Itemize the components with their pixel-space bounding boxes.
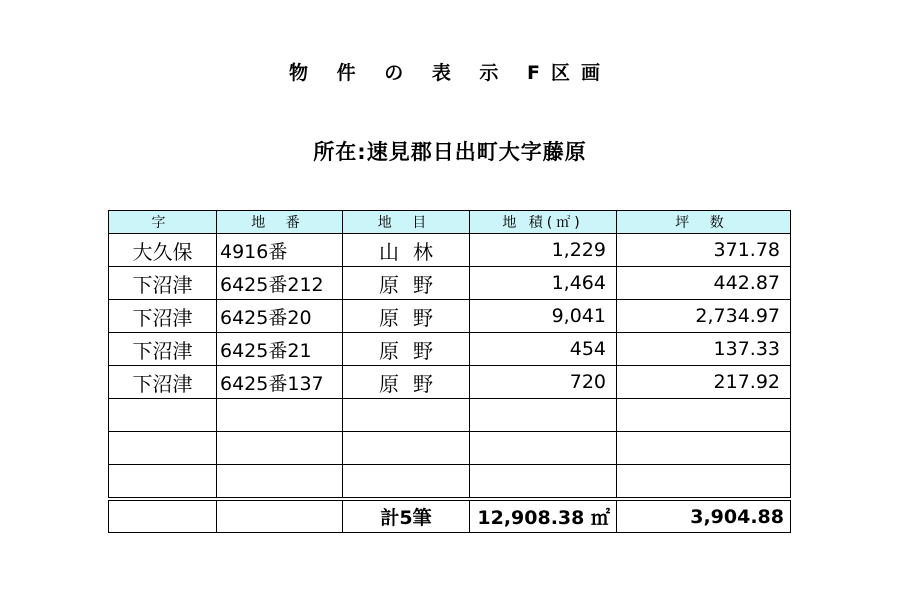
table-header-row xyxy=(109,211,791,234)
cell-chimoku: 原野 xyxy=(343,267,470,300)
cell-aza: 下沼津 xyxy=(109,333,217,366)
empty-cell xyxy=(617,432,791,465)
cell-chiban: 6425番20 xyxy=(217,300,343,333)
cell-aza: 下沼津 xyxy=(109,267,217,300)
cell-chiban: 6425番21 xyxy=(217,333,343,366)
empty-cell xyxy=(109,399,217,432)
cell-chiban: 6425番212 xyxy=(217,267,343,300)
empty-cell xyxy=(217,432,343,465)
cell-chiban: 4916番 xyxy=(217,234,343,267)
empty-cell xyxy=(343,399,470,432)
empty-cell xyxy=(217,499,343,533)
header-tsubo: 坪 数 xyxy=(617,211,791,234)
empty-cell xyxy=(470,432,617,465)
cell-tsubo: 371.78 xyxy=(617,234,791,267)
cell-chimoku: 原野 xyxy=(343,333,470,366)
empty-cell xyxy=(217,465,343,500)
empty-cell xyxy=(109,499,217,533)
header-aza: 字 xyxy=(109,211,217,234)
total-tsubo: 3,904.88 xyxy=(617,499,791,533)
cell-area: 1,464 xyxy=(470,267,617,300)
location-line: 所在:速見郡日出町大字藤原 xyxy=(313,140,587,164)
cell-area: 9,041 xyxy=(470,300,617,333)
cell-aza: 下沼津 xyxy=(109,366,217,399)
header-area: 地 積(㎡) xyxy=(470,211,617,234)
empty-row xyxy=(109,432,791,465)
cell-chimoku: 山林 xyxy=(343,234,470,267)
empty-cell xyxy=(343,432,470,465)
empty-cell xyxy=(617,399,791,432)
table-row xyxy=(109,267,791,300)
cell-tsubo: 137.33 xyxy=(617,333,791,366)
table-row xyxy=(109,234,791,267)
cell-tsubo: 442.87 xyxy=(617,267,791,300)
cell-chiban: 6425番137 xyxy=(217,366,343,399)
total-row xyxy=(109,499,791,533)
empty-cell xyxy=(343,465,470,500)
document-title: 物 件 の 表 示 F区画 xyxy=(288,62,612,84)
cell-area: 454 xyxy=(470,333,617,366)
empty-cell xyxy=(109,465,217,500)
empty-cell xyxy=(217,399,343,432)
total-area xyxy=(470,499,617,533)
empty-cell xyxy=(109,432,217,465)
cell-aza: 下沼津 xyxy=(109,300,217,333)
empty-row xyxy=(109,399,791,432)
table-row xyxy=(109,300,791,333)
table-row xyxy=(109,366,791,399)
cell-chimoku: 原野 xyxy=(343,366,470,399)
header-chimoku: 地 目 xyxy=(343,211,470,234)
table-row xyxy=(109,333,791,366)
cell-area: 720 xyxy=(470,366,617,399)
property-table xyxy=(108,210,791,533)
total-count-label: 計5筆 xyxy=(343,499,470,533)
total-area-unit: ㎡ xyxy=(590,507,610,529)
empty-cell xyxy=(617,465,791,500)
cell-tsubo: 217.92 xyxy=(617,366,791,399)
total-area-value: 12,908.38 xyxy=(477,507,585,529)
header-chiban: 地 番 xyxy=(217,211,343,234)
cell-area: 1,229 xyxy=(470,234,617,267)
cell-tsubo: 2,734.97 xyxy=(617,300,791,333)
cell-aza: 大久保 xyxy=(109,234,217,267)
empty-cell xyxy=(470,465,617,500)
empty-row xyxy=(109,465,791,500)
empty-cell xyxy=(470,399,617,432)
cell-chimoku: 原野 xyxy=(343,300,470,333)
